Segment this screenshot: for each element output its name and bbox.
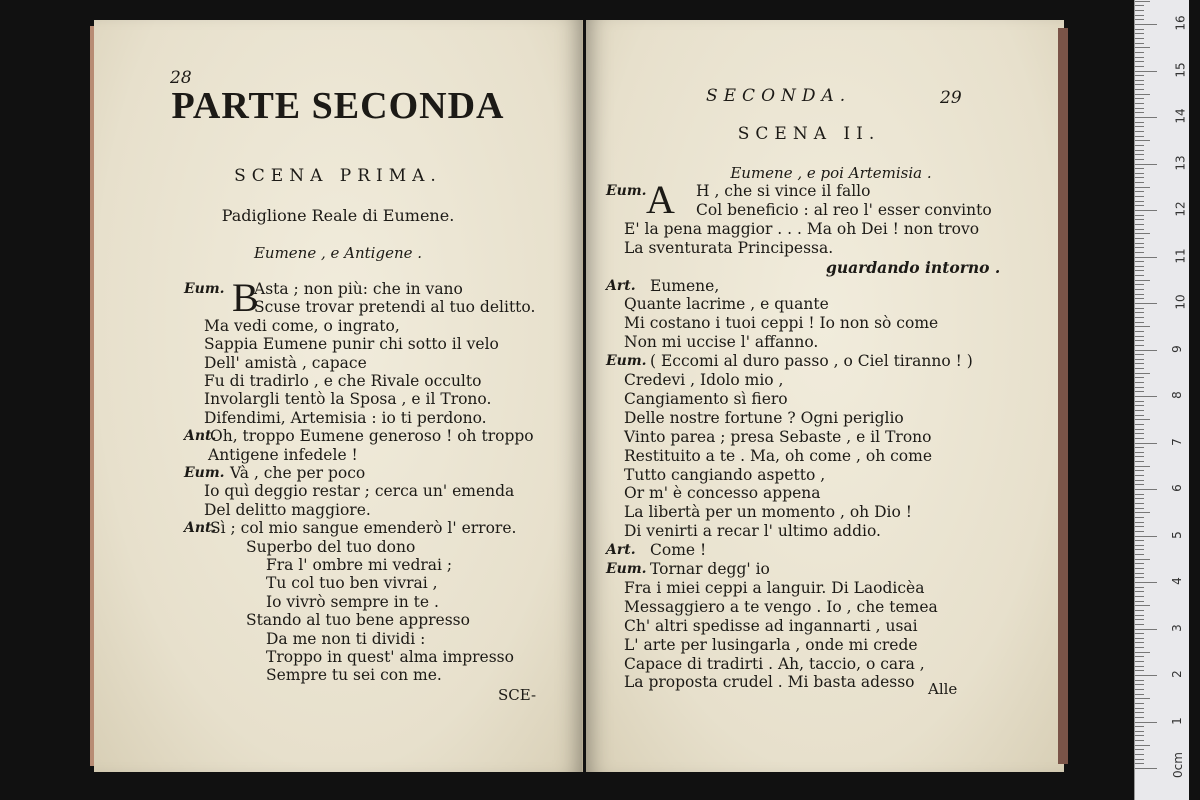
ruler-number: 2 xyxy=(1169,670,1184,678)
ruler-tick xyxy=(1135,196,1144,197)
ruler-tick xyxy=(1135,531,1144,532)
verse-line: Tu col tuo ben vivrai , xyxy=(266,574,438,593)
verse-line: guardando intorno . xyxy=(826,257,1001,277)
ruler-tick xyxy=(1135,168,1144,169)
ruler-tick xyxy=(1135,484,1144,485)
ruler-tick xyxy=(1135,582,1157,583)
ruler-tick xyxy=(1135,308,1144,309)
ruler-tick xyxy=(1135,61,1144,62)
ruler-tick xyxy=(1135,647,1144,648)
ruler-tick xyxy=(1135,266,1144,267)
ruler-tick xyxy=(1135,419,1150,420)
ruler-tick xyxy=(1135,638,1144,639)
verse-line: Và , che per poco xyxy=(230,464,366,482)
ruler-tick xyxy=(1135,80,1144,81)
ruler-tick xyxy=(1135,684,1144,685)
ruler-tick xyxy=(1135,735,1144,736)
ruler-tick xyxy=(1135,1,1150,2)
ruler-tick xyxy=(1135,703,1144,704)
ruler-tick xyxy=(1135,656,1144,657)
ruler-tick xyxy=(1135,368,1144,369)
ruler-tick xyxy=(1135,164,1157,165)
verse-line: Io quì deggio restar ; cerca un' emenda xyxy=(204,482,515,501)
ruler-tick xyxy=(1135,410,1144,411)
ruler-tick xyxy=(1135,452,1144,453)
ruler-tick xyxy=(1135,247,1144,248)
verse-line: Troppo in quest' alma impresso xyxy=(266,648,514,666)
ruler-tick xyxy=(1135,405,1144,406)
ruler-tick xyxy=(1135,708,1144,709)
setting-text: Padiglione Reale di Eumene. xyxy=(221,206,455,225)
ruler-tick xyxy=(1135,154,1144,155)
ruler-tick xyxy=(1135,498,1144,499)
ruler-tick xyxy=(1135,615,1144,616)
verse-line: Scuse trovar pretendi al tuo delitto. xyxy=(254,298,536,317)
verse-line: Da me non ti dividi : xyxy=(266,629,426,648)
ruler-tick xyxy=(1135,508,1144,509)
page-number-left: 28 xyxy=(170,68,192,88)
ruler-tick xyxy=(1135,577,1144,578)
ruler-tick xyxy=(1135,294,1144,295)
ruler-tick xyxy=(1135,5,1144,6)
verse-line: Or m' è concesso appena xyxy=(624,484,821,503)
ruler-tick xyxy=(1135,150,1144,151)
verse-line: E' la pena maggior . . . Ma oh Dei ! non trovo xyxy=(624,219,980,238)
verse-line: Credevi , Idolo mio , xyxy=(624,371,784,389)
ruler-tick xyxy=(1135,698,1150,699)
scene-title-left: SCENA PRIMA. xyxy=(234,166,442,186)
ruler-tick xyxy=(1135,71,1157,72)
ruler-tick xyxy=(1135,480,1144,481)
ruler-tick xyxy=(1135,610,1144,611)
ruler-number: 13 xyxy=(1173,154,1188,171)
ruler-tick xyxy=(1135,363,1144,364)
ruler-tick xyxy=(1135,98,1144,99)
ruler-tick xyxy=(1135,540,1144,541)
ruler-tick xyxy=(1135,284,1144,285)
ruler-tick xyxy=(1135,280,1150,281)
verse-line: Io vivrò sempre in te . xyxy=(266,592,439,611)
ruler-tick xyxy=(1135,257,1157,258)
ruler-tick xyxy=(1135,573,1144,574)
ruler-tick xyxy=(1135,619,1144,620)
ruler-tick xyxy=(1135,670,1144,671)
ruler-tick xyxy=(1135,126,1144,127)
verse-line: La sventurata Principessa. xyxy=(624,238,834,257)
ruler-number: 3 xyxy=(1169,623,1184,632)
ruler-tick xyxy=(1135,57,1144,58)
ruler-tick xyxy=(1135,359,1144,360)
ruler-tick xyxy=(1135,136,1144,137)
ruler-tick xyxy=(1135,38,1144,39)
ruler-tick xyxy=(1135,503,1144,504)
ruler-number: 10 xyxy=(1173,294,1188,310)
dropcap-left: B xyxy=(232,275,259,320)
ruler-number: 8 xyxy=(1169,391,1184,399)
verse-line: Come ! xyxy=(650,541,707,560)
verse-line: Delle nostre fortune ? Ogni periglio xyxy=(624,408,904,427)
ruler-tick xyxy=(1135,629,1157,630)
ruler-tick xyxy=(1135,694,1144,695)
verse-line: Mi costano i tuoi ceppi ! Io non sò come xyxy=(624,314,939,333)
right-page-edge xyxy=(1058,28,1068,764)
ruler-tick xyxy=(1135,689,1144,690)
ruler-tick xyxy=(1135,438,1144,439)
verse-line: Superbo del tuo dono xyxy=(246,537,416,556)
ruler-tick xyxy=(1135,219,1144,220)
ruler-tick xyxy=(1135,666,1144,667)
ruler-tick xyxy=(1135,15,1144,16)
ruler-tick xyxy=(1135,382,1144,383)
ruler-number: 1 xyxy=(1169,716,1184,725)
ruler-tick xyxy=(1135,33,1144,34)
ruler-tick xyxy=(1135,717,1144,718)
ruler-number: 16 xyxy=(1173,15,1188,31)
verse-line: L' arte per lusingarla , onde mi crede xyxy=(624,635,918,654)
ruler-tick xyxy=(1135,387,1144,388)
scene-title-right: SCENA II. xyxy=(737,124,881,144)
ruler-tick xyxy=(1135,559,1150,560)
ruler-tick xyxy=(1135,754,1144,755)
ruler-tick xyxy=(1135,763,1144,764)
ruler-tick xyxy=(1135,726,1144,727)
ruler-tick xyxy=(1135,461,1144,462)
verse-line: Antigene infedele ! xyxy=(208,445,358,464)
ruler-tick xyxy=(1135,591,1144,592)
ruler-tick xyxy=(1135,642,1144,643)
ruler-tick xyxy=(1135,210,1157,211)
verse-line: Fra i miei ceppi a languir. Di Laodicèa xyxy=(624,578,925,597)
ruler-tick xyxy=(1135,117,1157,118)
ruler-tick xyxy=(1135,19,1144,20)
ruler-tick xyxy=(1135,489,1157,490)
ruler-tick xyxy=(1135,159,1144,160)
ruler-tick xyxy=(1135,605,1150,606)
ruler-tick xyxy=(1135,340,1144,341)
ruler-tick xyxy=(1135,331,1144,332)
verse-line: La libertà per un momento , oh Dio ! xyxy=(624,503,912,522)
ruler-tick xyxy=(1135,396,1157,397)
catchword-right: Alle xyxy=(928,680,958,698)
ruler-tick xyxy=(1135,108,1144,109)
ruler-tick xyxy=(1135,173,1144,174)
speaker-label: Art. xyxy=(606,277,636,294)
running-head: SECONDA. xyxy=(706,86,852,106)
characters-right: Eumene , e poi Artemisia . xyxy=(730,164,932,182)
ruler-tick xyxy=(1135,345,1144,346)
ruler-tick xyxy=(1135,712,1144,713)
ruler-tick xyxy=(1135,680,1144,681)
verse-line: Sempre tu sei con me. xyxy=(266,666,442,685)
ruler-tick xyxy=(1135,722,1157,723)
ruler-tick xyxy=(1135,289,1144,290)
ruler-tick xyxy=(1135,494,1144,495)
verse-line: H , che si vince il fallo xyxy=(696,182,871,200)
ruler-tick xyxy=(1135,317,1144,318)
ruler-tick xyxy=(1135,336,1144,337)
ruler-tick xyxy=(1135,391,1144,392)
ruler-tick xyxy=(1135,759,1144,760)
ruler-tick xyxy=(1135,312,1144,313)
ruler-tick xyxy=(1135,298,1144,299)
verse-line: Vinto parea ; presa Sebaste , e il Trono xyxy=(624,427,932,446)
ruler-tick xyxy=(1135,549,1144,550)
ruler-tick xyxy=(1135,596,1144,597)
ruler-tick xyxy=(1135,177,1144,178)
verse-line: Di venirti a recar l' ultimo addio. xyxy=(624,522,881,541)
ruler-tick xyxy=(1135,224,1144,225)
ruler-tick xyxy=(1135,554,1144,555)
verse-line: Ma vedi come, o ingrato, xyxy=(204,316,400,335)
verse-line: Fu di tradirlo , e che Rivale occulto xyxy=(204,372,482,390)
ruler-tick xyxy=(1135,238,1144,239)
ruler-number: 4 xyxy=(1169,577,1184,585)
ruler-tick xyxy=(1135,233,1150,234)
characters-left: Eumene , e Antigene . xyxy=(253,244,423,262)
verse-line: Del delitto maggiore. xyxy=(204,500,371,519)
ruler-tick xyxy=(1135,661,1144,662)
ruler-tick xyxy=(1135,243,1144,244)
ruler-tick xyxy=(1135,140,1150,141)
ruler-tick xyxy=(1135,103,1144,104)
verse-line: Tutto cangiando aspetto , xyxy=(624,465,826,484)
ruler-tick xyxy=(1135,768,1157,769)
ruler-tick xyxy=(1135,354,1144,355)
ruler-tick xyxy=(1135,466,1150,467)
ruler-tick xyxy=(1135,66,1144,67)
ruler-tick xyxy=(1135,475,1144,476)
ruler-tick xyxy=(1135,545,1144,546)
ruler-tick xyxy=(1135,373,1150,374)
ruler-tick xyxy=(1135,187,1150,188)
ruler-tick xyxy=(1135,745,1150,746)
ruler-tick xyxy=(1135,303,1157,304)
part-title: PARTE SECONDA xyxy=(171,85,505,127)
speaker-label: Ant. xyxy=(184,428,217,445)
ruler-tick xyxy=(1135,182,1144,183)
ruler-tick xyxy=(1135,731,1144,732)
ruler-tick xyxy=(1135,252,1144,253)
ruler-tick xyxy=(1135,443,1157,444)
verse-line: Col beneficio : al reo l' esser convinto xyxy=(696,200,992,219)
verse-line: Non mi uccise l' affanno. xyxy=(624,333,819,352)
ruler-tick xyxy=(1135,740,1144,741)
ruler-tick xyxy=(1135,675,1157,676)
ruler-tick xyxy=(1135,433,1144,434)
ruler-tick xyxy=(1135,43,1144,44)
ruler-number: 6 xyxy=(1169,484,1184,492)
ruler-tick xyxy=(1135,47,1150,48)
ruler-tick xyxy=(1135,322,1144,323)
verse-line: La proposta crudel . Mi basta adesso xyxy=(624,673,915,692)
ruler-tick xyxy=(1135,145,1144,146)
speaker-label: Ant. xyxy=(184,520,217,537)
ruler-tick xyxy=(1135,52,1144,53)
ruler-tick xyxy=(1135,215,1144,216)
ruler-tick xyxy=(1135,326,1150,327)
ruler-tick xyxy=(1135,522,1144,523)
ruler-tick xyxy=(1135,275,1144,276)
ruler-number: 9 xyxy=(1169,344,1184,353)
ruler-tick xyxy=(1135,415,1144,416)
speaker-label: Eum. xyxy=(184,281,225,297)
ruler-tick xyxy=(1135,261,1144,262)
verse-line: Involargli tentò la Sposa , e il Trono. xyxy=(204,390,492,409)
speaker-label: Eum. xyxy=(184,465,225,481)
verse-line: Eumene, xyxy=(650,276,720,295)
ruler-tick xyxy=(1135,587,1144,588)
left-page xyxy=(94,20,583,772)
ruler-tick xyxy=(1135,749,1144,750)
verse-line: Restituito a te . Ma, oh come , oh come xyxy=(624,446,932,465)
ruler-tick xyxy=(1135,401,1144,402)
ruler-tick xyxy=(1135,201,1144,202)
ruler-tick xyxy=(1135,517,1144,518)
catchword-left: SCE- xyxy=(498,686,537,704)
ruler-tick xyxy=(1135,75,1144,76)
verse-line: Tornar degg' io xyxy=(650,560,770,578)
ruler-tick xyxy=(1135,131,1144,132)
ruler-tick xyxy=(1135,229,1144,230)
verse-line: Difendimi, Artemisia : io ti perdono. xyxy=(204,408,487,427)
ruler-tick xyxy=(1135,536,1157,537)
verse-line: Oh, troppo Eumene generoso ! oh troppo xyxy=(210,427,534,446)
ruler-tick xyxy=(1135,563,1144,564)
ruler-number: 5 xyxy=(1169,530,1184,539)
ruler-tick xyxy=(1135,84,1144,85)
ruler-number: 11 xyxy=(1173,247,1188,264)
ruler-tick xyxy=(1135,456,1144,457)
page-number-right: 29 xyxy=(940,88,962,108)
ruler-number: 14 xyxy=(1173,108,1188,124)
speaker-label: Eum. xyxy=(606,183,647,199)
ruler-tick xyxy=(1135,568,1144,569)
ruler-tick xyxy=(1135,624,1144,625)
ruler-tick xyxy=(1135,122,1144,123)
ruler-tick xyxy=(1135,424,1144,425)
ruler-tick xyxy=(1135,270,1144,271)
verse-line: Sappia Eumene punir chi sotto il velo xyxy=(204,335,499,354)
verse-line: Sì ; col mio sangue emenderò l' errore. xyxy=(210,519,517,538)
verse-line: Messaggiero a te vengo . Io , che temea xyxy=(624,597,938,616)
speaker-label: Eum. xyxy=(606,353,647,370)
ruler-tick xyxy=(1135,633,1144,634)
ruler-tick xyxy=(1135,24,1157,25)
verse-line: Quante lacrime , e quante xyxy=(624,295,829,314)
ruler-number: 7 xyxy=(1169,437,1184,446)
verse-line: Dell' amistà , capace xyxy=(204,353,367,372)
ruler-zero-label: 0cm xyxy=(1170,752,1185,778)
ruler-tick xyxy=(1135,191,1144,192)
ruler-number: 15 xyxy=(1173,61,1188,78)
verse-line: Capace di tradirti . Ah, taccio, o cara , xyxy=(624,654,925,673)
verse-line: Asta ; non più: che in vano xyxy=(254,280,463,298)
ruler-tick xyxy=(1135,112,1144,113)
ruler-tick xyxy=(1135,350,1157,351)
ruler-tick xyxy=(1135,429,1144,430)
measuring-ruler xyxy=(1134,0,1189,800)
speaker-label: Art. xyxy=(606,542,636,559)
ruler-tick xyxy=(1135,89,1144,90)
ruler-tick xyxy=(1135,512,1150,513)
ruler-tick xyxy=(1135,601,1144,602)
verse-line: Ch' altri spedisse ad ingannarti , usai xyxy=(624,616,918,635)
ruler-tick xyxy=(1135,470,1144,471)
verse-line: Cangiamento sì fiero xyxy=(624,389,788,408)
ruler-tick xyxy=(1135,652,1150,653)
ruler-number: 12 xyxy=(1173,201,1188,217)
verse-line: ( Eccomi al duro passo , o Ciel tiranno ! ) xyxy=(650,352,973,371)
ruler-tick xyxy=(1135,526,1144,527)
ruler-tick xyxy=(1135,29,1144,30)
ruler-tick xyxy=(1135,94,1150,95)
speaker-label: Eum. xyxy=(606,561,647,577)
ruler-tick xyxy=(1135,447,1144,448)
ruler-tick xyxy=(1135,10,1144,11)
ruler-tick xyxy=(1135,377,1144,378)
right-page xyxy=(586,20,1064,772)
ruler-tick xyxy=(1135,205,1144,206)
dropcap-right: A xyxy=(646,177,675,222)
verse-line: Stando al tuo bene appresso xyxy=(246,611,470,630)
verse-line: Fra l' ombre mi vedrai ; xyxy=(266,556,453,574)
